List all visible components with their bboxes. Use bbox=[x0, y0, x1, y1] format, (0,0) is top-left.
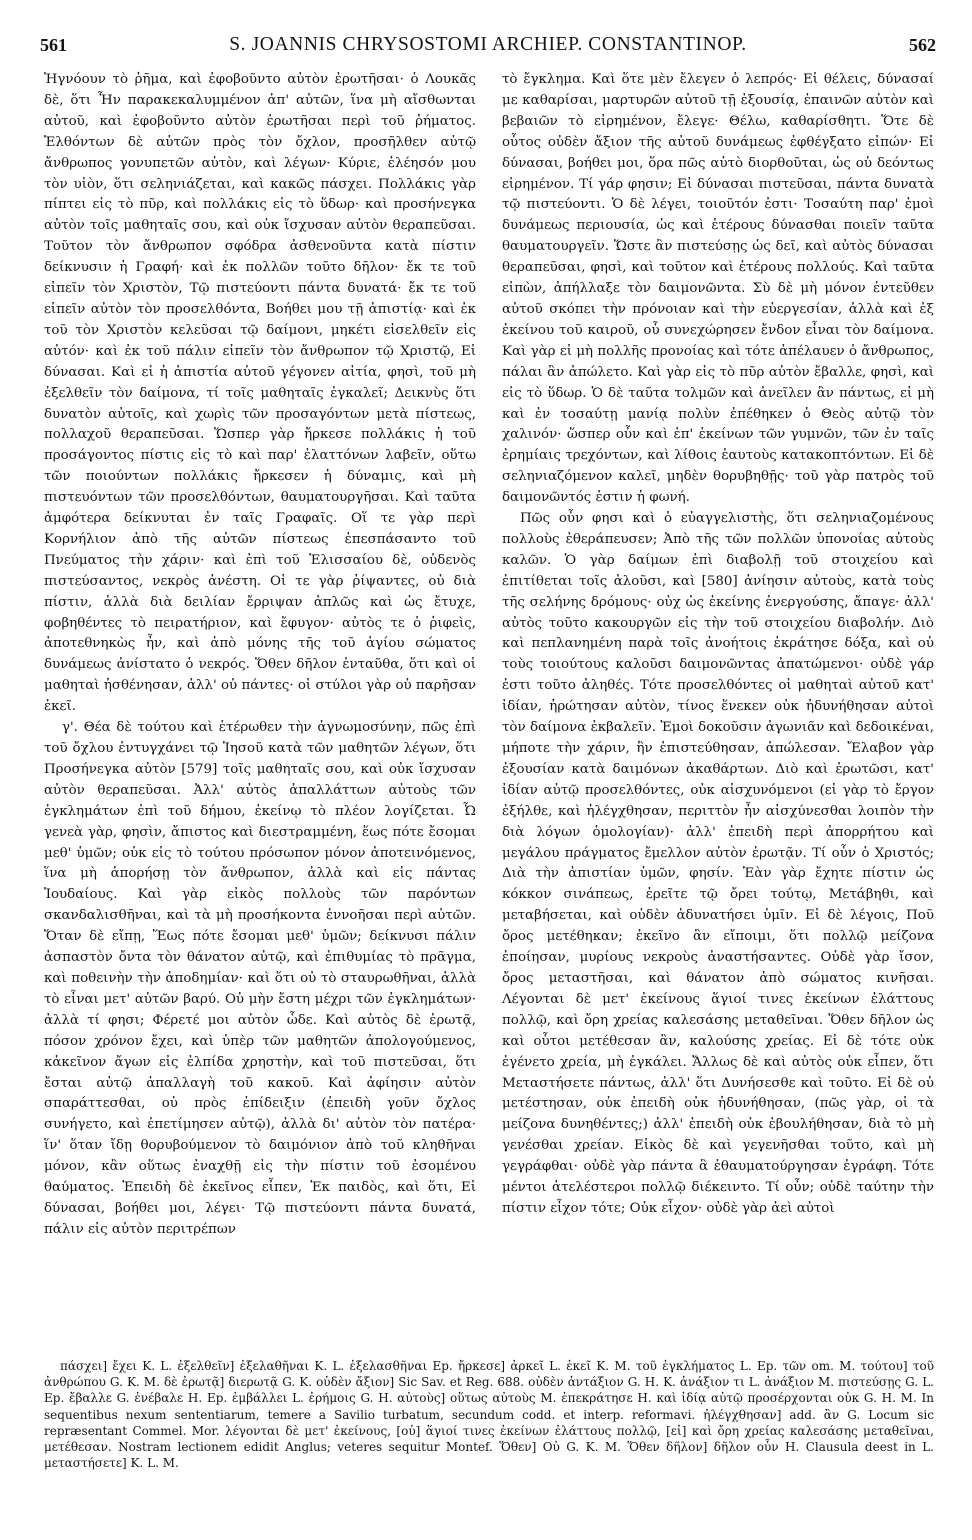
paragraph: τὸ ἔγκλημα. Καὶ ὅτε μὲν ἔλεγεν ὁ λεπρός· Εἰ θέλεις, δύνασαί με καθαρίσαι, μαρτυρῶν αὐτοῦ τῇ ἐξουσίᾳ, ἐπαινῶν αὐτὸν καὶ βεβαιῶν τὸ εἰρημένον, ἔλεγε· Θέλω, καθαρίσθητι. Ὅτε δὲ οὗτος οὐδὲν ἄξιον τῆς αὐτοῦ δυνάμεως ἐφθέγξατο εἰπών· Εἰ δύνασαι, βοήθει μοι, ὅρα πῶς αὐτὸ διορθοῦται, ὡς οὐ δεόντως εἰρημένον. Τί γάρ φησιν; Εἰ δύνασαι πιστεῦσαι, πάντα δυνατὰ τῷ πιστεύοντι. Ὁ δὲ λέγει, τοιοῦτόν ἐστι· Τοσαύτη παρ' ἐμοὶ δυνάμεως περιουσία, ὡς καὶ ἑτέρους δύνασθαι ποιεῖν ταῦτα θαυματουργεῖν. Ὥστε ἂν πιστεύσῃς ὡς δεῖ, καὶ αὐτὸς δύνασαι θεραπεῦσαι, φησὶ, καὶ τοῦτον καὶ ἑτέρους πολλούς. Καὶ ταῦτα εἰπὼν, ἀπήλλαξε τὸν δαιμονῶντα. Σὺ δὲ μὴ μόνον ἐντεῦθεν αὐτοῦ σκόπει τὴν πρόνοιαν καὶ τὴν εὐεργεσίαν, ἀλλὰ καὶ ἐξ ἐκείνου τοῦ καιροῦ, οὗ συνεχώρησεν ἔνδον εἶναι τὸν δαίμονα. Καὶ γὰρ εἰ μὴ πολλῆς προνοίας καὶ τότε ἀπέλαυεν ὁ ἄνθρωπος, πάλαι ἂν ἀπώλετο. Καὶ γὰρ εἰς τὸ πῦρ αὐτὸν ἔβαλλε, φησὶ, καὶ εἰς τὸ ὕδωρ. Ὁ δὲ ταῦτα τολμῶν καὶ ἀνεῖλεν ἂν πάντως, εἰ μὴ καὶ ἐν τοσαύτῃ μανίᾳ πολὺν ἐπέθηκεν ὁ Θεὸς αὐτῷ τὸν χαλινόν· ὥσπερ οὖν καὶ ἐπ' ἐκείνων τῶν γυμνῶν, τῶν ἐν ταῖς ἐρημίαις τρεχόντων, καὶ λίθοις ἑαυτοὺς κατακοπτόντων. Εἰ δὲ σεληνιαζόμενον καλεῖ, μηδὲν θορυβηθῇς· τοῦ γὰρ πατρὸς τοῦ δαιμονῶντός ἐστιν ἡ φωνή. bbox=[502, 72, 934, 506]
running-title: S. JOANNIS CHRYSOSTOMI ARCHIEP. CONSTANTINOP. bbox=[229, 34, 747, 55]
paragraph: Ἠγνόουν τὸ ῥῆμα, καὶ ἐφοβοῦντο αὐτὸν ἐρωτῆσαι· ὁ Λουκᾶς δὲ, ὅτι Ἦν παρακεκαλυμμένον ἀπ' αὐτῶν, ἵνα μὴ αἴσθωνται αὐτοῦ, καὶ ἐφοβοῦντο αὐτὸν ἐρωτῆσαι περὶ τοῦ ῥήματος. Ἐλθόντων δὲ αὐτῶν πρὸς τὸν ὄχλον, προσῆλθεν αὐτῷ ἄνθρωπος γονυπετῶν αὐτὸν, καὶ λέγων· Κύριε, ἐλέησόν μου τὸν υἱὸν, ὅτι σεληνιάζεται, καὶ κακῶς πάσχει. Πολλάκις γὰρ πίπτει εἰς τὸ πῦρ, καὶ πολλάκις εἰς τὸ ὕδωρ· καὶ προσήνεγκα αὐτὸν τοῖς μαθηταῖς σου, καὶ οὐκ ἴσχυσαν αὐτὸν θεραπεῦσαι. Τοῦτον τὸν ἄνθρωπον σφόδρα ἀσθενοῦντα κατὰ πίστιν δείκνυσιν ἡ Γραφή· καὶ ἐκ πολλῶν τοῦτο δῆλον· ἔκ τε τοῦ εἰπεῖν τὸν Χριστὸν, Τῷ πιστεύοντι πάντα δυνατά· ἔκ τε τοῦ εἰπεῖν αὐτὸν τὸν προσελθόντα, Βοήθει μου τῇ ἀπιστίᾳ· καὶ ἐκ τοῦ τὸν Χριστὸν κελεῦσαι τῷ δαίμονι, μηκέτι εἰσελθεῖν εἰς αὐτόν· καὶ ἐκ τοῦ πάλιν εἰπεῖν τὸν ἄνθρωπον τῷ Χριστῷ, Εἰ δύνασαι. Καὶ εἰ ἡ ἀπιστία αὐτοῦ γέγονεν αἰτία, φησὶ, τοῦ μὴ ἐξελθεῖν τὸν δαίμονα, τί τοῖς μαθηταῖς ἐγκαλεῖ; Δεικνὺς ὅτι δυνατὸν αὐτοῖς, καὶ χωρὶς τῶν προσαγόντων μετὰ πίστεως, πολλαχοῦ θεραπεῦσαι. Ὥσπερ γὰρ ἤρκεσε πολλάκις ἡ τοῦ προσάγοντος πίστις εἰς τὸ καὶ παρ' ἐλαττόνων λαβεῖν, οὕτω τῶν ποιούντων πολλάκις ἤρκεσεν ἡ δύναμις, καὶ μὴ πιστευόντων τῶν προσελθόντων, θαυματουργῆσαι. Καὶ ταῦτα ἀμφότερα δείκνυται ἐν ταῖς Γραφαῖς. Οἵ τε γὰρ περὶ Κορνήλιον ἀπὸ τῆς αὐτῶν πίστεως ἐπεσπάσαντο τοῦ Πνεύματος τὴν χάριν· καὶ ἐπὶ τοῦ Ἐλισσαίου δὲ, οὐδενὸς πιστεύσαντος, νεκρὸς ἀνέστη. Οἱ τε γὰρ ῥίψαντες, οὐ διὰ πίστιν, ἀλλὰ διὰ δειλίαν ἔρριψαν ἁπλῶς καὶ ὡς ἔτυχε, φοβηθέντες τὸ πειρατήριον, καὶ ἔφυγον· αὐτὸς τε ὁ ῥιφεὶς, ἀποτεθνηκὼς ἦν, καὶ ἀπὸ μόνης τῆς τοῦ ἁγίου σώματος δυνάμεως ἀνίστατο ὁ νεκρός. Ὅθεν δῆλον ἐνταῦθα, ὅτι καὶ οἱ μαθηταὶ ἠσθένησαν, ἀλλ' οὐ πάντες· οἱ στύλοι γὰρ οὐ παρῆσαν ἐκεῖ. bbox=[44, 72, 476, 715]
left-column bbox=[44, 70, 476, 1241]
page-number-right: 562 bbox=[908, 34, 936, 55]
running-head bbox=[40, 30, 936, 60]
right-column bbox=[502, 70, 934, 1220]
paragraph: Πῶς οὖν φησι καὶ ὁ εὐαγγελιστὴς, ὅτι σεληνιαζομένους πολλοὺς ἐθεράπευσεν; Ἀπὸ τῆς τῶν πολλῶν ὑπονοίας αὐτοὺς καλῶν. Ὁ γὰρ δαίμων ἐπὶ διαβολῇ τοῦ στοιχείου καὶ ἐπιτίθεται τοῖς ἁλοῦσι, καὶ [580] ἀνίησιν αὐτοὺς, κατὰ τοὺς τῆς σελήνης δρόμους· οὐχ ὡς ἐκείνης ἐνεργούσης, ἄπαγε· ἀλλ' αὐτὸς τοῦτο κακουργῶν εἰς τὴν τοῦ στοιχείου διαβολήν. Διὸ καὶ πεπλανημένη παρὰ τοῖς ἀνοήτοις ἐκράτησε δόξα, καὶ οὐ τοὺς τοιούτους καλοῦσι δαιμονῶντας ἀπατώμενοι· οὐδὲ γάρ ἐστι τοῦτο ἀληθές. Τότε προσελθόντες οἱ μαθηταὶ αὐτοῦ κατ' ἰδίαν, ἠρώτησαν αὐτὸν, τίνος ἕνεκεν οὐκ ἠδυνήθησαν αὐτοὶ τὸν δαίμονα ἐκβαλεῖν. Ἐμοὶ δοκοῦσιν ἀγωνιᾶν καὶ δεδοικέναι, μήποτε τὴν χάριν, ἣν ἐπιστεύθησαν, ἀπώλεσαν. Ἔλαβον γὰρ ἐξουσίαν κατὰ δαιμόνων ἀκαθάρτων. Διὸ καὶ ἐρωτῶσι, κατ' ἰδίαν αὐτῷ προσελθόντες, οὐκ αἰσχυνόμενοι (εἰ γὰρ τὸ ἔργον ἐξήλθε, καὶ ἠλέγχθησαν, περιττὸν ἦν αἰσχύνεσθαι λοιπὸν τὴν διὰ λόγων ὁμολογίαν)· ἀλλ' ἐπειδὴ περὶ ἀπορρήτου καὶ μεγάλου πράγματος ἔμελλον αὐτὸν ἐρωτᾷν. Τί οὖν ὁ Χριστός; Διὰ τὴν ἀπιστίαν ὑμῶν, φησίν. Ἐὰν γὰρ ἔχητε πίστιν ὡς κόκκον σινάπεως, ἐρεῖτε τῷ ὄρει τούτῳ, Μετάβηθι, καὶ μεταβήσεται, καὶ οὐδὲν ἀδυνατήσει ὑμῖν. Εἰ δὲ λέγοις, Ποῦ ὄρος μετέθηκαν; ἐκεῖνο ἂν εἴποιμι, ὅτι πολλῷ μείζονα ἐποίησαν, μυρίους νεκροὺς ἀναστήσαντες. Οὐδὲ γὰρ ἴσον, ὄρος μεταστῆσαι, καὶ θάνατον ἀπὸ σώματος κινῆσαι. Λέγονται δὲ μετ' ἐκείνους ἅγιοί τινες ἐκείνων ἐλάττους πολλῷ, καὶ ὄρη χρείας καλεσάσης μεταθεῖναι. Ὅθεν δῆλον ὡς καὶ οὗτοι μετέθεσαν ἂν, καλούσης χρείας. Εἰ δὲ τότε οὐκ ἐγένετο χρεία, μὴ ἐγκάλει. Ἄλλως δὲ καὶ αὐτὸς οὐκ εἶπεν, ὅτι Μεταστήσετε πάντως, ἀλλ' ὅτι Δυνήσεσθε καὶ τοῦτο. Εἰ δὲ οὐ μετέστησαν, οὐκ ἐπειδὴ οὐκ ἠδυνήθησαν, (πῶς γὰρ, οἱ τὰ μείζονα δυνηθέντες;) ἀλλ' ἐπειδὴ οὐκ ἐβουλήθησαν, διὰ τὸ μὴ γενέσθαι χρείαν. Εἰκὸς δὲ καὶ γεγενῆσθαι τοῦτο, καὶ μὴ γεγράφθαι· οὐδὲ γὰρ πάντα ἃ ἐθαυματούργησαν ἐγράφη. Τότε μέντοι ἀτελέστεροι πολλῷ διέκειντο. Τί οὖν; οὐδὲ ταύτην τὴν πίστιν εἶχον τότε; Οὐκ εἶχον· οὐδὲ γὰρ ἀεὶ αὐτοὶ bbox=[502, 511, 934, 1216]
footnote-block: πάσχει] ἔχει K. L. ἐξελθεῖν] ἐξελαθῆναι K. L. ἐξελασθῆναι Ep. ἤρκεσε] ἀρκεῖ L. ἐκεῖ K. M. τοῦ ἐγκλήματος L. Ep. τῶν om. M. τούτου] τοῦ ἀνθρώπου G. K. M. δὲ ἐρωτᾷ] διερωτᾷ G. K. οὐδὲν ἄξιον] Sic Sav. et Reg. 688. οὐδὲν ἀντάξιον G. H. K. ἀνάξιον τι L. ἀνάξιον M. πιστεύσῃς G. L. Ep. ἔβαλλε G. ἐνέβαλε H. Ep. ἐμβάλλει L. ἐρήμοις G. H. αὐτοὺς] οὕτως αὐτοὺς M. ἐπεκράτησε H. καὶ ἰδίᾳ αὐτῷ προσέρχονται οὐκ G. H. M. In sequentibus nexum sententiarum, temere a Savilio turbatum, secundum codd. et interp. reformavi. ἠλέγχθησαν] add. ἂν G. Locum sic repræsentant Commel. Mor. λέγονται δὲ μετ' ἐκείνους, [οὐ] ἅγιοί τινες ἐκείνων ἐλάττους πολλῷ, [εἰ] καὶ ὄρη χρείας καλεσάσης μεταθεῖναι, μετέθεσαν. Nostram lectionem edidit Anglus; veteres sequitur Montef. Ὅθεν] Οὐ G. K. M. Ὅθεν δῆλον] δῆλον οὖν H. Clausula deest in L. μεταστήσετε] K. L. M. bbox=[44, 1359, 934, 1471]
paragraph: γ'. Θέα δὲ τούτου καὶ ἑτέρωθεν τὴν ἀγνωμοσύνην, πῶς ἐπὶ τοῦ ὄχλου ἐντυγχάνει τῷ Ἰησοῦ κατὰ τῶν μαθητῶν λέγων, ὅτι Προσήνεγκα αὐτὸν [579] τοῖς μαθηταῖς σου, καὶ οὐκ ἴσχυσαν αὐτὸν θεραπεῦσαι. Ἀλλ' αὐτὸς ἀπαλλάττων αὐτοὺς τῶν ἐγκλημάτων ἐπὶ τοῦ δήμου, ἐκείνῳ τὸ πλέον λογίζεται. Ὦ γενεὰ γὰρ, φησὶν, ἄπιστος καὶ διεστραμμένη, ἕως πότε ἔσομαι μεθ' ὑμῶν; οὐκ εἰς τὸ τούτου πρόσωπον μόνον ἀποτεινόμενος, ἵνα μὴ ἀπορήσῃ τὸν ἄνθρωπον, ἀλλὰ καὶ εἰς πάντας Ἰουδαίους. Καὶ γὰρ εἰκὸς πολλοὺς τῶν παρόντων σκανδαλισθῆναι, καὶ τὰ μὴ προσήκοντα ἐννοῆσαι περὶ αὐτῶν. Ὅταν δὲ εἴπῃ, Ἕως πότε ἔσομαι μεθ' ὑμῶν; δείκνυσι πάλιν ἀσπαστὸν ὄντα τὸν θάνατον αὐτῷ, καὶ ἐπιθυμίας τὸ πρᾶγμα, καὶ ποθεινὴν τὴν ἀποδημίαν· καὶ ὅτι οὐ τὸ σταυρωθῆναι, ἀλλὰ τὸ εἶναι μετ' αὐτῶν βαρύ. Οὐ μὴν ἔστη μέχρι τῶν ἐγκλημάτων· ἀλλὰ τί φησι; Φέρετέ μοι αὐτὸν ὧδε. Καὶ αὐτὸς δὲ ἐρωτᾷ, πόσον χρόνον ἔχει, καὶ ὑπὲρ τῶν μαθητῶν ἀπολογούμενος, κἀκεῖνον ἄγων εἰς ἐλπίδα χρηστὴν, καὶ τοῦ πιστεῦσαι, ὅτι ἔσται αὐτῷ ἀπαλλαγὴ τοῦ κακοῦ. Καὶ ἀφίησιν αὐτὸν σπαράττεσθαι, οὐ πρὸς ἐπίδειξιν (ἐπειδὴ γοῦν ὄχλος συνήγετο, καὶ ἐπετίμησεν αὐτῷ), ἀλλὰ δι' αὐτὸν τὸν πατέρα· ἵν' ὅταν ἴδῃ θορυβούμενον τὸ δαιμόνιον ἀπὸ τοῦ κληθῆναι μόνον, κἂν οὕτως ἐναχθῇ εἰς τὴν πίστιν τοῦ ἐσομένου θαύματος. Ἐπειδὴ δὲ ἐκεῖνος εἶπεν, Ἐκ παιδὸς, καὶ ὅτι, Εἰ δύνασαι, βοήθει μοι, λέγει· Τῷ πιστεύοντι πάντα δυνατά, πάλιν εἰς αὐτὸν περιτρέπων bbox=[44, 720, 476, 1237]
footnotes bbox=[44, 1358, 934, 1471]
page-number-left: 561 bbox=[40, 34, 67, 55]
